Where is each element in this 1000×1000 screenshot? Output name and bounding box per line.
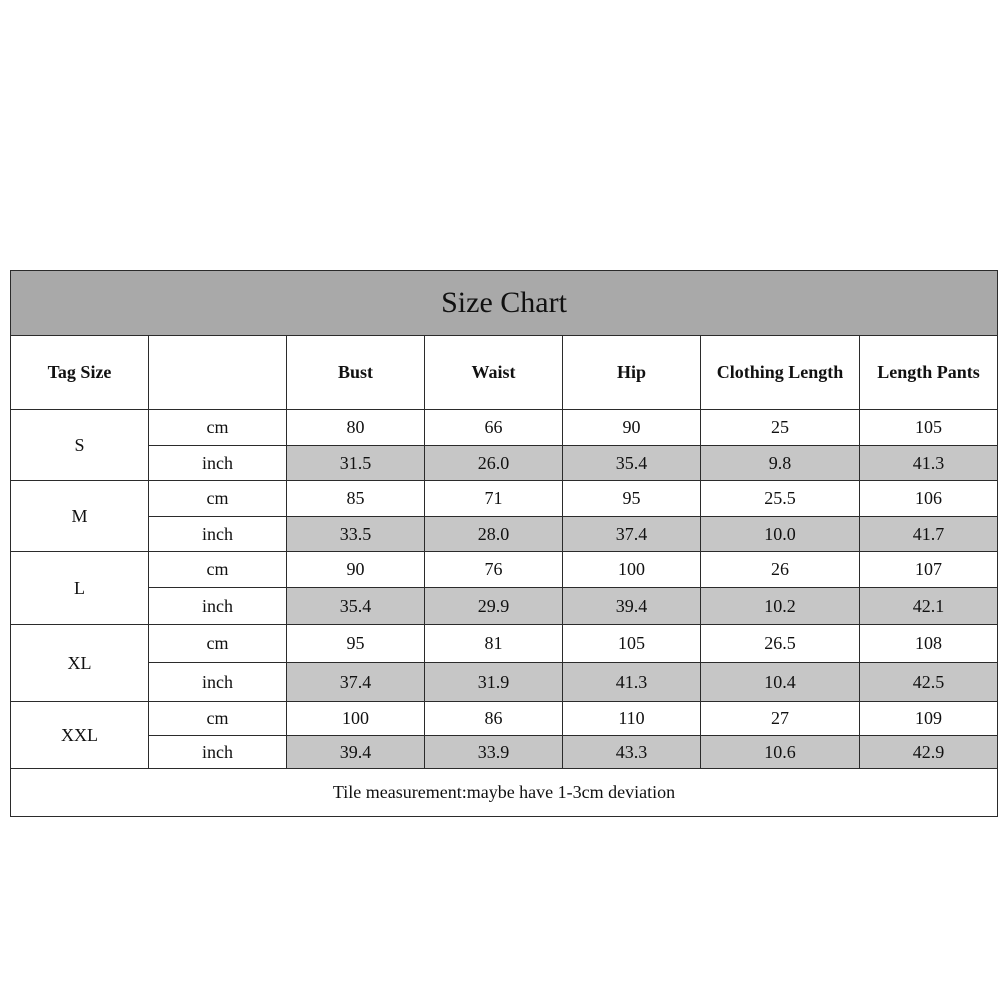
measurement-cell: 33.9 xyxy=(425,736,563,769)
unit-cell: inch xyxy=(149,517,287,552)
header-row xyxy=(11,336,998,410)
measurement-cell: 108 xyxy=(860,625,998,663)
footer-row xyxy=(11,769,998,817)
tag-size-cell: XL xyxy=(11,625,149,702)
measurement-cell: 100 xyxy=(287,702,425,736)
measurement-cell: 29.9 xyxy=(425,588,563,625)
table-row xyxy=(11,410,998,446)
measurement-cell: 66 xyxy=(425,410,563,446)
measurement-cell: 42.5 xyxy=(860,663,998,702)
table-row xyxy=(11,552,998,588)
column-header: Bust xyxy=(287,336,425,410)
measurement-cell: 25 xyxy=(701,410,860,446)
measurement-cell: 41.7 xyxy=(860,517,998,552)
measurement-cell: 31.5 xyxy=(287,446,425,481)
measurement-cell: 10.2 xyxy=(701,588,860,625)
measurement-cell: 10.6 xyxy=(701,736,860,769)
tag-size-cell: L xyxy=(11,552,149,625)
measurement-cell: 10.0 xyxy=(701,517,860,552)
measurement-cell: 109 xyxy=(860,702,998,736)
measurement-cell: 86 xyxy=(425,702,563,736)
unit-cell: cm xyxy=(149,552,287,588)
measurement-cell: 41.3 xyxy=(860,446,998,481)
measurement-cell: 35.4 xyxy=(563,446,701,481)
column-header: Tag Size xyxy=(11,336,149,410)
table-row xyxy=(11,663,998,702)
measurement-note: Tile measurement:maybe have 1-3cm deviation xyxy=(11,769,998,817)
chart-title: Size Chart xyxy=(11,271,998,336)
measurement-cell: 28.0 xyxy=(425,517,563,552)
unit-cell: cm xyxy=(149,702,287,736)
table-row xyxy=(11,736,998,769)
measurement-cell: 105 xyxy=(563,625,701,663)
measurement-cell: 90 xyxy=(287,552,425,588)
measurement-cell: 107 xyxy=(860,552,998,588)
measurement-cell: 26.0 xyxy=(425,446,563,481)
column-header: Waist xyxy=(425,336,563,410)
measurement-cell: 33.5 xyxy=(287,517,425,552)
measurement-cell: 71 xyxy=(425,481,563,517)
table-row xyxy=(11,517,998,552)
column-header: Hip xyxy=(563,336,701,410)
column-header: Clothing Length xyxy=(701,336,860,410)
measurement-cell: 10.4 xyxy=(701,663,860,702)
tag-size-cell: S xyxy=(11,410,149,481)
measurement-cell: 31.9 xyxy=(425,663,563,702)
measurement-cell: 76 xyxy=(425,552,563,588)
tag-size-cell: XXL xyxy=(11,702,149,769)
measurement-cell: 25.5 xyxy=(701,481,860,517)
measurement-cell: 100 xyxy=(563,552,701,588)
unit-cell: inch xyxy=(149,736,287,769)
measurement-cell: 90 xyxy=(563,410,701,446)
table-row xyxy=(11,481,998,517)
column-header xyxy=(149,336,287,410)
table-row xyxy=(11,446,998,481)
measurement-cell: 39.4 xyxy=(563,588,701,625)
measurement-cell: 81 xyxy=(425,625,563,663)
unit-cell: cm xyxy=(149,625,287,663)
measurement-cell: 26.5 xyxy=(701,625,860,663)
measurement-cell: 35.4 xyxy=(287,588,425,625)
measurement-cell: 43.3 xyxy=(563,736,701,769)
measurement-cell: 85 xyxy=(287,481,425,517)
measurement-cell: 95 xyxy=(287,625,425,663)
unit-cell: cm xyxy=(149,410,287,446)
column-header: Length Pants xyxy=(860,336,998,410)
measurement-cell: 37.4 xyxy=(563,517,701,552)
measurement-cell: 42.1 xyxy=(860,588,998,625)
unit-cell: inch xyxy=(149,446,287,481)
measurement-cell: 37.4 xyxy=(287,663,425,702)
table-row xyxy=(11,625,998,663)
measurement-cell: 80 xyxy=(287,410,425,446)
measurement-cell: 27 xyxy=(701,702,860,736)
measurement-cell: 39.4 xyxy=(287,736,425,769)
measurement-cell: 41.3 xyxy=(563,663,701,702)
measurement-cell: 110 xyxy=(563,702,701,736)
size-chart-table xyxy=(10,270,998,817)
measurement-cell: 106 xyxy=(860,481,998,517)
measurement-cell: 105 xyxy=(860,410,998,446)
table-row xyxy=(11,702,998,736)
measurement-cell: 42.9 xyxy=(860,736,998,769)
unit-cell: cm xyxy=(149,481,287,517)
measurement-cell: 9.8 xyxy=(701,446,860,481)
measurement-cell: 26 xyxy=(701,552,860,588)
measurement-cell: 95 xyxy=(563,481,701,517)
unit-cell: inch xyxy=(149,663,287,702)
table-row xyxy=(11,588,998,625)
tag-size-cell: M xyxy=(11,481,149,552)
unit-cell: inch xyxy=(149,588,287,625)
